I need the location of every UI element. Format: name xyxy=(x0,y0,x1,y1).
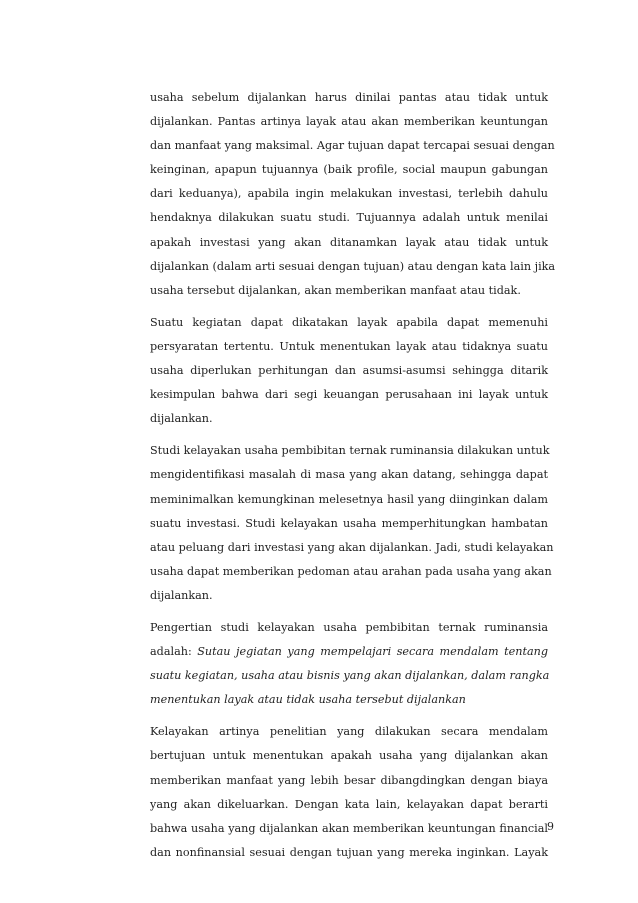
paragraph-5 xyxy=(150,720,548,865)
text-line: memberikan manfaat yang lebih besar dibangdingkan dengan biaya xyxy=(150,773,548,787)
text-line: usaha sebelum dijalankan harus dinilai pantas atau tidak untuk xyxy=(150,91,548,104)
text-line: apakah investasi yang akan ditanamkan layak atau tidak untuk xyxy=(150,235,548,249)
text-line: suatu investasi. Studi kelayakan usaha memperhitungkan hambatan xyxy=(150,516,548,530)
text-line: dari keduanya), apabila ingin melakukan investasi, terlebih dahulu xyxy=(150,187,548,201)
paragraph-1 xyxy=(150,86,556,303)
body-text xyxy=(150,86,556,865)
paragraph-3 xyxy=(150,439,554,608)
text-line: yang akan dikeluarkan. Dengan kata lain, kelayakan dapat berarti xyxy=(150,797,548,811)
text-line: dijalankan. xyxy=(150,412,213,426)
text-line: Pengertian studi kelayakan usaha pembibitan ternak ruminansia xyxy=(150,620,548,634)
text-line: dijalankan (dalam arti sesuai dengan tujuan) atau dengan kata lain jika xyxy=(150,259,556,273)
text-line: suatu kegiatan, usaha atau bisnis yang akan dijalankan, dalam rangka xyxy=(150,669,550,683)
text-line: atau peluang dari investasi yang akan dijalankan. Jadi, studi kelayakan xyxy=(150,540,554,554)
text-line: dan nonfinansial sesuai dengan tujuan yang mereka inginkan. Layak xyxy=(150,845,548,859)
page-number: 9 xyxy=(547,820,554,833)
text-line: menentukan layak atau tidak usaha tersebut dijalankan xyxy=(150,693,466,707)
text-line: usaha tersebut dijalankan, akan memberikan manfaat atau tidak. xyxy=(150,283,521,297)
text-line: kesimpulan bahwa dari segi keuangan perusahaan ini layak untuk xyxy=(150,388,548,402)
text-line: bertujuan untuk menentukan apakah usaha yang dijalankan akan xyxy=(150,749,548,763)
text-line xyxy=(150,640,548,664)
text-line: dijalankan. Pantas artinya layak atau akan memberikan keuntungan xyxy=(150,115,548,129)
text-line: bahwa usaha yang dijalankan akan memberikan keuntungan financial xyxy=(150,821,548,835)
text-line: Suatu kegiatan dapat dikatakan layak apabila dapat memenuhi xyxy=(150,315,548,329)
paragraph-4 xyxy=(150,616,548,712)
paragraph-2 xyxy=(150,311,548,431)
text-line: persyaratan tertentu. Untuk menentukan layak atau tidaknya suatu xyxy=(150,339,548,353)
text-line: mengidentifikasi masalah di masa yang akan datang, sehingga dapat xyxy=(150,468,548,482)
text-line: hendaknya dilakukan suatu studi. Tujuannya adalah untuk menilai xyxy=(150,211,548,225)
text-line: meminimalkan kemungkinan melesetnya hasil yang diinginkan dalam xyxy=(150,492,548,506)
text-line: usaha diperlukan perhitungan dan asumsi-asumsi sehingga ditarik xyxy=(150,364,548,378)
text-line: dan manfaat yang maksimal. Agar tujuan dapat tercapai sesuai dengan xyxy=(150,139,555,153)
text-line: keinginan, apapun tujuannya (baik profile, social maupun gabungan xyxy=(150,163,548,177)
text-line: Studi kelayakan usaha pembibitan ternak ruminansia dilakukan untuk xyxy=(150,444,550,458)
definition-italic: Sutau jegiatan yang mempelajari secara mendalam tentang xyxy=(197,645,549,659)
text-line: Kelayakan artinya penelitian yang dilakukan secara mendalam xyxy=(150,725,548,739)
text-line: dijalankan. xyxy=(150,588,213,602)
text-line: usaha dapat memberikan pedoman atau arahan pada usaha yang akan xyxy=(150,564,552,578)
definition-lead: adalah: xyxy=(150,645,198,659)
